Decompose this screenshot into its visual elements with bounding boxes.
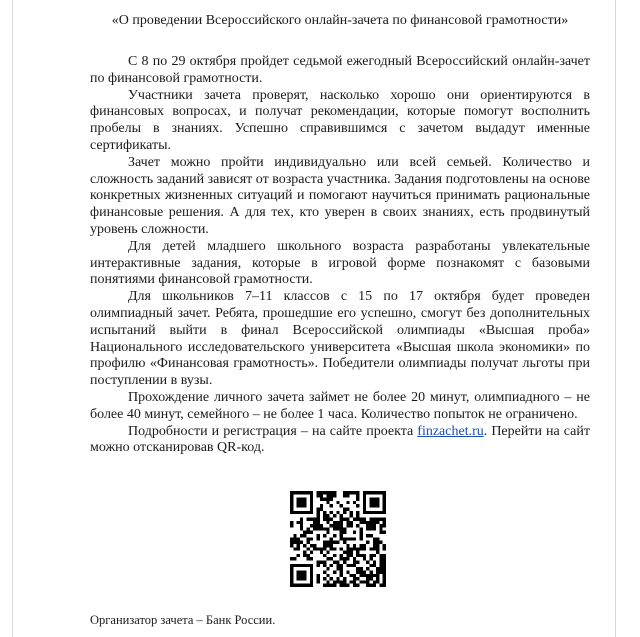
paragraph-children: Для детей младшего школьного возраста разработаны увлекательные интерактивные задания, которые в игровой форме познакомят с базовыми понятиями финансовой грамотности. [90, 238, 590, 288]
qr-code-icon[interactable] [290, 491, 386, 587]
paragraph-duration: Прохождение личного зачета займет не более 20 минут, олимпиадного – не более 40 минут, семейного – не более 1 часа. Количество попыток не ограничено. [90, 389, 590, 422]
paragraph-dates: С 8 по 29 октября пройдет седьмой ежегодный Всероссийский онлайн-зачет по финансовой грамотности. [90, 54, 590, 86]
registration-text-end: . Перейти на сайт можно отсканировав QR-код. [90, 423, 590, 456]
paragraph-format: Зачет можно пройти индивидуально или всей семьей. Количество и сложность заданий зависят от возраста участника. Задания подготовлены на основе конкретных жизненных ситуаций и помогают научиться принимать рациональные финансовые решения. А для тех, кто уверен в своих знаниях, есть продвинутый уровень сложности. [90, 154, 590, 237]
document-body [90, 54, 590, 457]
organizer-line: Организатор зачета – Банк России. [90, 613, 276, 627]
registration-text: Подробности и регистрация – на сайте проекта [128, 423, 418, 439]
document-title: «О проведении Всероссийского онлайн-зачета по финансовой грамотности» [111, 13, 569, 28]
finzachet-link[interactable]: finzachet.ru [417, 423, 484, 439]
paragraph-olympiad: Для школьников 7–11 классов с 15 по 17 октября будет проведен олимпиадный зачет. Ребята, прошедшие его успешно, смогут без дополнительных испытаний выйти в финал Всероссийской олимпиады «Высшая проба» Национального исследовательского университета «Высшая школа экономики» по профилю «Финансовая грамотность». Победители олимпиады получат льготы при поступлении в вузы. [90, 289, 590, 389]
paragraph-participants: Участники зачета проверят, насколько хорошо они ориентируются в финансовых вопросах, и получат рекомендации, которые помогут восполнить пробелы в знаниях. Успешно справившимся с зачетом выдадут именные сертификаты. [90, 87, 590, 153]
paragraph-registration [90, 424, 590, 458]
